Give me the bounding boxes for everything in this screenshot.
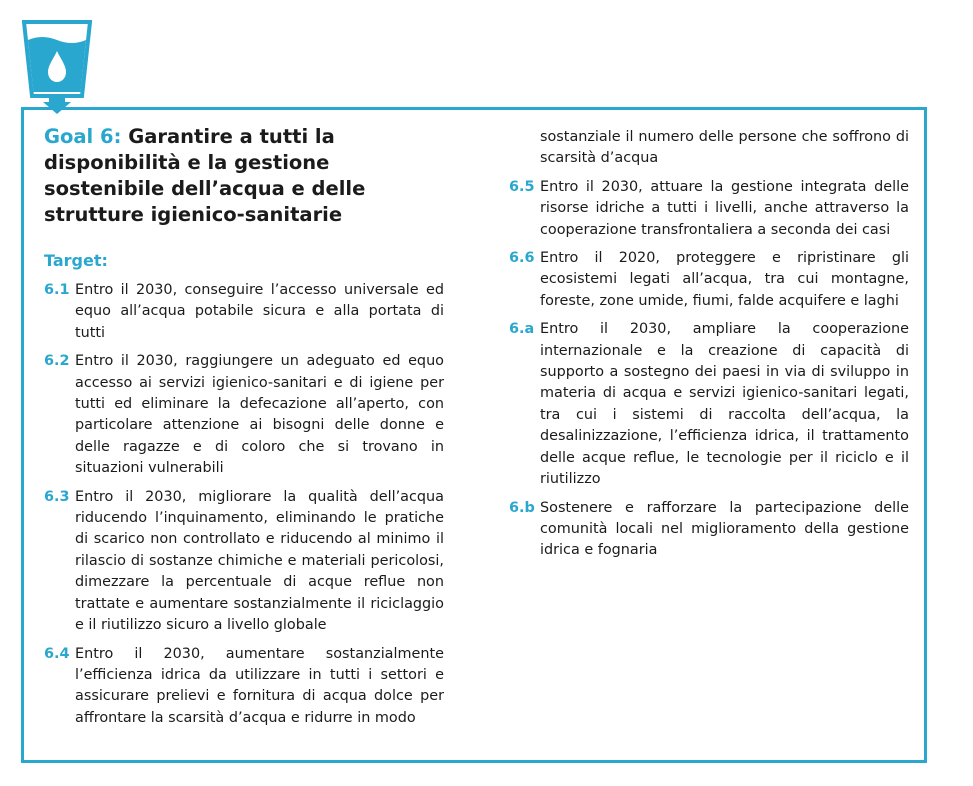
target-text: Sostenere e rafforzare la partecipazione delle comunità locali nel miglioramento della gestione idrica e fognaria <box>540 499 909 559</box>
target-text: Entro il 2030, conseguire l’accesso universale ed equo all’acqua potabile sicura e alla portata di tutti <box>75 282 444 341</box>
target-number: 6.5 <box>509 178 535 195</box>
target-item <box>44 351 444 479</box>
target-item <box>509 319 909 490</box>
target-number: 6.6 <box>509 250 535 267</box>
target-number: 6.1 <box>44 282 70 298</box>
target-continuation: sostanziale il numero delle persone che soffrono di scarsità d’acqua <box>540 129 909 167</box>
target-text: Entro il 2030, attuare la gestione integrata delle risorse idriche a tutti i livelli, anche attraverso la cooperazione transfrontaliera a seconda dei casi <box>540 178 909 238</box>
target-number: 6.2 <box>44 353 70 370</box>
target-number: 6.4 <box>44 645 70 662</box>
goal-label: Goal 6: <box>44 125 122 148</box>
target-text: Entro il 2030, raggiungere un adeguato ed equo accesso ai servizi igienico-sanitari e di igiene per tutti ed eliminare la defecazione all’aperto, con particolare attenzione ai bisogni delle donne e delle ragazze e di coloro che si trovano in situazioni vulnerabili <box>75 353 444 477</box>
target-item <box>509 177 909 241</box>
target-number: 6.3 <box>44 488 70 505</box>
target-number: 6.a <box>509 321 535 338</box>
target-number: 6.b <box>509 499 535 516</box>
target-text: Entro il 2030, ampliare la cooperazione internazionale e la creazione di capacità di supporto a sostegno dei paesi in via di sviluppo in materia di acqua e servizi igienico-sanitari legati, tra cui i sistemi di raccolta dell’acqua, la desalinizzazione, l’efficienza idrica, il trattamento delle acque reflue, le tecnologie per il riciclo e il riutilizzo <box>540 321 909 488</box>
target-item <box>509 248 909 312</box>
goal-title <box>44 124 444 228</box>
right-column <box>509 127 909 569</box>
goal-title-text: Garantire a tutti la disponibilità e la gestione sostenibile dell’acqua e delle strutture igienico-sanitarie <box>44 125 366 226</box>
target-item <box>44 644 444 730</box>
target-text: Entro il 2030, aumentare sostanzialmente l’efficienza idrica da utilizzare in tutti i settori e assicurare prelievi e fornitura di acqua dolce per affrontare la scarsità d’acqua e ridurre in modo <box>75 645 444 726</box>
left-column <box>44 124 444 736</box>
target-item <box>44 280 444 344</box>
target-item <box>509 498 909 562</box>
water-drop-glass-icon <box>22 20 92 114</box>
target-text: Entro il 2020, proteggere e ripristinare gli ecosistemi legati all’acqua, tra cui montagne, foreste, zone umide, fiumi, falde acquifere e laghi <box>540 250 909 309</box>
target-text: Entro il 2030, migliorare la qualità dell’acqua riducendo l’inquinamento, eliminando le pratiche di scarico non controllato e riducendo al minimo il rilascio di sostanze chimiche e materiali pericolosi, dimezzare la percentuale di acque reflue non trattate e aumentare sostanzialmente il riciclaggio e il riutilizzo sicuro a livello globale <box>75 488 444 634</box>
target-heading: Target: <box>44 251 108 270</box>
target-item <box>44 487 444 637</box>
